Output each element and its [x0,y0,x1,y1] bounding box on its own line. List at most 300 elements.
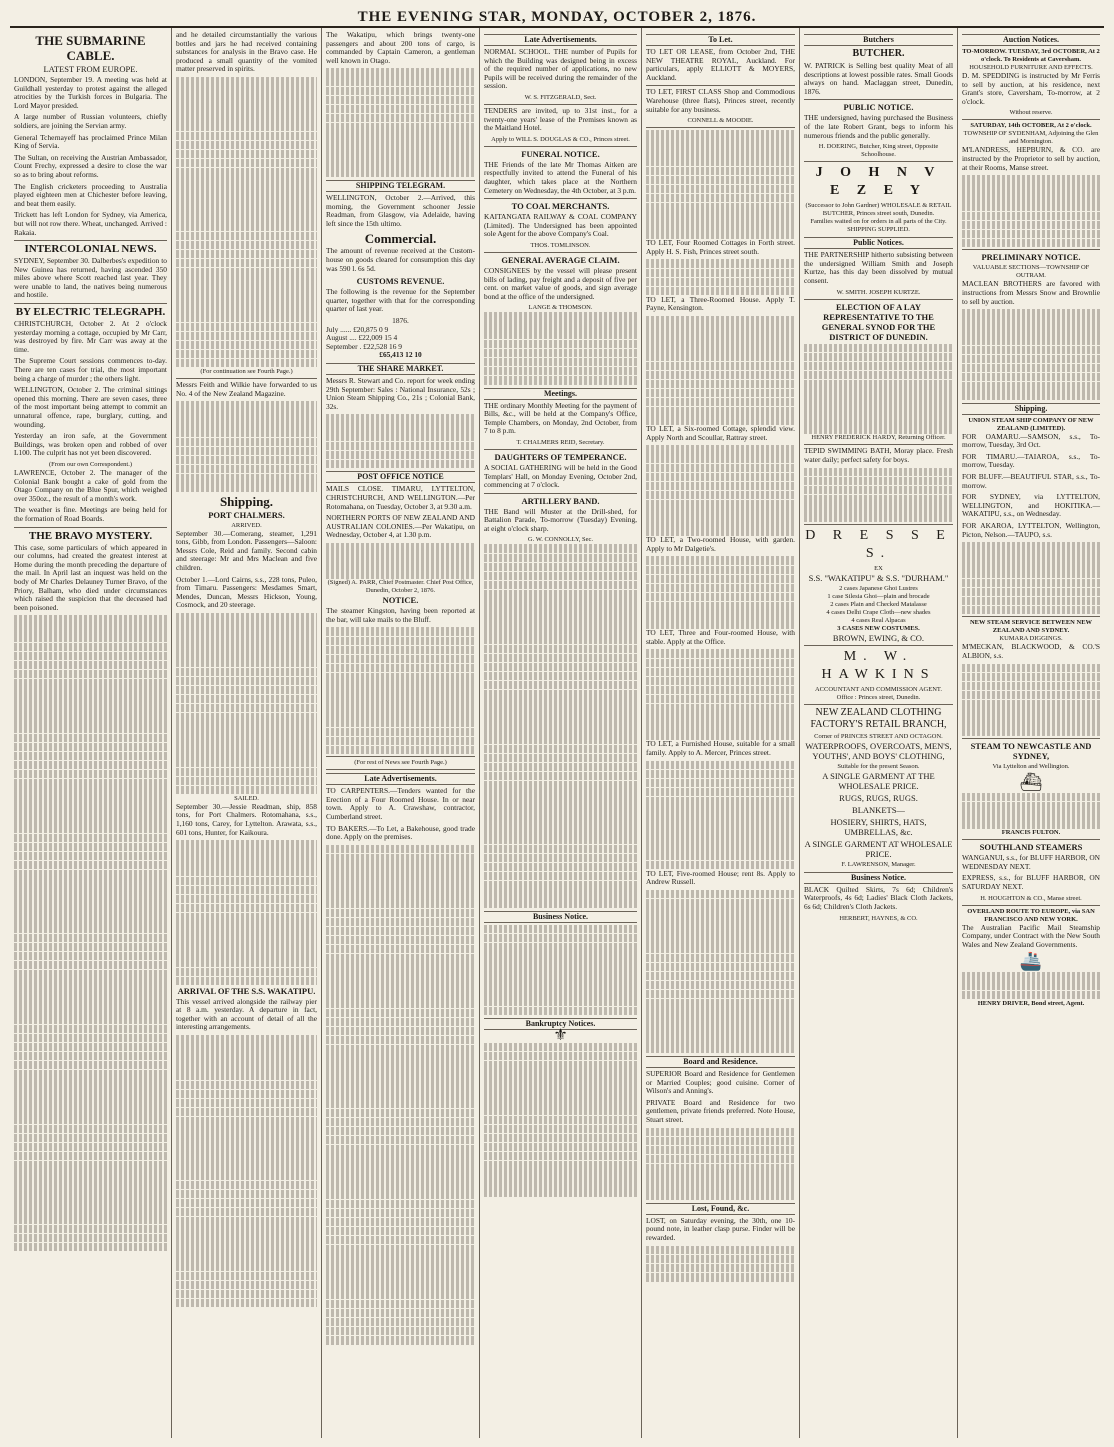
text-line-placeholder [484,1161,637,1170]
text-line-placeholder [326,77,475,86]
text-line-placeholder [646,584,795,593]
article-paragraph: LAWRENCE, October 2. The manager of the Colonial Bank bought a cake of gold from the Otago Company on the Blue Spur, which weighed over 350oz., the result of a month's work. [14,467,167,503]
ad-signature: G. W. CONNOLLY, Sec. [527,536,594,544]
text-line-placeholder [326,570,475,579]
text-line-placeholder [646,935,795,944]
text-line-placeholder [176,840,317,849]
text-line-placeholder [176,786,317,795]
classified-ad: PRIVATE Board and Residence for two gentlemen, private friends preferred. Note House, Stuart street. [646,1097,795,1124]
text-line-placeholder [962,239,1100,248]
text-line-placeholder [176,686,317,695]
text-line-placeholder [646,157,795,166]
vezey-name: J O H N V E Z E Y [815,165,942,199]
text-line-placeholder [804,425,953,434]
classified-ad: TO CARPENTERS.—Tenders wanted for the Erection of a Four Roomed House. In or near town. Apply to A. Crawshaw, contractor, Cumberland street. [326,786,475,822]
text-line-placeholder [646,380,795,389]
text-line-placeholder [646,999,795,1008]
text-line-placeholder [176,622,317,631]
text-line-placeholder [176,977,317,986]
text-line-placeholder [484,699,637,708]
text-line-placeholder [962,212,1100,221]
text-line-placeholder [484,845,637,854]
ad-heading: ELECTION OF A LAY REPRESENTATIVE TO THE GENERAL SYNOD FOR THE DISTRICT OF DUNEDIN. [821,301,936,342]
text-line-placeholder [176,695,317,704]
text-line-placeholder [326,96,475,105]
ad-heading: ARTILLERY BAND. [521,495,600,506]
text-line-placeholder [326,627,475,636]
text-line-placeholder [962,597,1100,606]
article-paragraph: The Supreme Court sessions commences to-day. There are ten cases for trial, the most important being a charge of murder ; the others light. [14,356,167,383]
text-line-placeholder [484,772,637,781]
revenue-year: 1876. [392,315,409,325]
text-line-placeholder [326,691,475,700]
text-line-placeholder [176,1126,317,1135]
nz-clothing-line: WATERPROOFS, OVERCOATS, MEN'S, YOUTHS', AND BOYS' CLOTHING, [805,740,952,761]
ex-ships: S.S. "WAKATIPU" & S.S. "DURHAM." [808,572,949,583]
divider [962,839,1100,840]
text-line-placeholder [646,649,795,658]
text-line-placeholder [962,364,1100,373]
text-line-placeholder [176,867,317,876]
text-line-placeholder [804,380,953,389]
text-line-placeholder [326,990,475,999]
text-line-placeholder [326,936,475,945]
text-line-placeholder [14,1070,167,1079]
text-line-placeholder [176,213,317,222]
text-line-placeholder [176,1226,317,1235]
text-line-placeholder [484,690,637,699]
nz-clothing-line: A SINGLE GARMENT AT WHOLESALE PRICE. [804,838,953,859]
text-line-placeholder [484,1179,637,1188]
text-line-placeholder [176,749,317,758]
masthead: THE EVENING STAR, MONDAY, OCTOBER 2, 1876. [10,6,1104,28]
subhead-notice: NOTICE. [382,595,419,606]
text-line-placeholder [962,391,1100,400]
text-line-placeholder [176,1153,317,1162]
text-line-placeholder [176,177,317,186]
text-line-placeholder [484,799,637,808]
text-line-placeholder [484,735,637,744]
column-1 [10,28,172,1438]
divider [484,198,637,199]
text-line-placeholder [14,1061,167,1070]
text-line-placeholder [326,1027,475,1036]
text-line-placeholder [176,295,317,304]
divider [804,99,953,100]
text-line-placeholder [326,68,475,77]
text-line-placeholder [326,123,475,132]
text-line-placeholder [962,793,1100,802]
classified-ad: FOR BLUFF.—BEAUTIFUL STAR, s.s., To-morrow. [962,472,1100,490]
text-line-placeholder [484,572,637,581]
column-7 [958,28,1104,1438]
text-line-placeholder [326,700,475,709]
headline-intercolonial: INTERCOLONIAL NEWS. [24,243,157,256]
text-line-placeholder [176,1044,317,1053]
text-line-placeholder [14,633,167,642]
divider [176,378,317,379]
divider [326,769,475,770]
text-line-placeholder [176,1035,317,1044]
text-line-placeholder [484,826,637,835]
ad-heading: FUNERAL NOTICE. [521,148,600,159]
text-line-placeholder [326,105,475,114]
text-line-placeholder [176,286,317,295]
text-line-placeholder [14,1152,167,1161]
ex-label: EX [874,564,883,572]
article-paragraph: Messrs Feith and Wilkie have forwarded to us No. 4 of the New Zealand Magazine. [176,379,317,398]
text-line-placeholder [484,321,637,330]
text-line-placeholder [646,851,795,860]
text-line-placeholder [646,473,795,482]
divider [804,645,953,646]
text-line-placeholder [962,588,1100,597]
text-line-placeholder [14,852,167,861]
text-line-placeholder [176,1062,317,1071]
headline-submarine-cable: THE SUBMARINE CABLE. [35,33,146,63]
text-line-placeholder [176,483,317,492]
text-line-placeholder [326,673,475,682]
ad-signature: T. CHALMERS REID, Secretary. [516,438,605,446]
text-line-placeholder [804,416,953,425]
classified-ad: THE PARTNERSHIP hitherto subsisting between the undersigned William Smith and Joseph Kurtze, has this day been dissolved by mutual consent. [804,250,953,285]
text-line-placeholder [326,899,475,908]
article-paragraph: The following is the revenue for the September quarter, together with that for the corresponding quarter of last year. [326,287,475,314]
text-line-placeholder [14,643,167,652]
text-line-placeholder [962,811,1100,820]
text-line-placeholder [962,700,1100,709]
text-line-placeholder [14,652,167,661]
column-2 [172,28,322,1438]
ad-heading: KUMARA DIGGINGS. [999,635,1063,643]
article-paragraph: This case, some particulars of which appeared in our columns, had created the greatest interest at Home during the month preceding the departure of the mail. In April last an inquest was held on the body of Mr Charles Delauney Turner Bravo, of the Priory, Balham, who died under circumstances which raised the suspicion that the deceased had been poisoned. [14,542,167,612]
text-line-placeholder [326,972,475,981]
classified-ad: TEPID SWIMMING BATH, Moray place. Fresh water daily; perfect safety for boys. [804,446,953,465]
ad-signature: H. HOUGHTON & CO., Manse street. [980,894,1082,902]
text-line-placeholder [646,611,795,620]
text-line-placeholder [176,613,317,622]
text-line-placeholder [176,313,317,322]
text-line-placeholder [646,407,795,416]
text-line-placeholder [646,203,795,212]
classified-ad: BLACK Quilted Skirts, 7s 6d; Children's Waterproofs, 4s 6d; Ladies' Black Cloth Jackets, 6s 6d; Children's Cloth Jackets. [804,884,953,911]
divider [804,161,953,162]
text-line-placeholder [646,575,795,584]
text-line-placeholder [962,230,1100,239]
text-line-placeholder [484,681,637,690]
text-line-placeholder [646,556,795,565]
text-line-placeholder [176,438,317,447]
text-line-placeholder [484,1052,637,1061]
text-line-placeholder [176,649,317,658]
text-line-placeholder [176,186,317,195]
text-line-placeholder [14,843,167,852]
text-line-placeholder [176,631,317,640]
text-line-placeholder [484,367,637,376]
text-line-placeholder [962,193,1100,202]
text-line-placeholder [14,697,167,706]
text-line-placeholder [646,917,795,926]
text-line-placeholder [176,1208,317,1217]
text-line-placeholder [646,185,795,194]
article-paragraph: The steamer Kingston, having been reported at the bar, will take mails to the Bluff. [326,606,475,624]
ad-heading: SOUTHLAND STEAMERS [979,842,1083,853]
text-line-placeholder [176,968,317,977]
text-line-placeholder [176,640,317,649]
article-paragraph: WELLINGTON, October 2. The criminal sittings opened this morning. There are seven cases, three of the most important being attempt to commit an unnatural offence, rape, burglary, cutting, and wounding. [14,385,167,429]
text-line-placeholder [14,1025,167,1034]
text-line-placeholder [484,1143,637,1152]
text-line-placeholder [484,635,637,644]
text-line-placeholder [14,1243,167,1252]
text-line-placeholder [646,527,795,536]
text-line-placeholder [176,1272,317,1281]
text-line-placeholder [646,194,795,203]
section-late-ads: Late Advertisements. [326,773,475,785]
text-line-placeholder [176,849,317,858]
text-line-placeholder [176,940,317,949]
text-line-placeholder [962,382,1100,391]
ad-heading: TO COAL MERCHANTS. [511,201,610,212]
nz-clothing-line: A SINGLE GARMENT AT THE WHOLESALE PRICE. [822,770,935,791]
text-line-placeholder [962,820,1100,829]
text-line-placeholder [646,963,795,972]
text-line-placeholder [176,949,317,958]
text-line-placeholder [646,1155,795,1164]
column-6 [800,28,958,1438]
revenue-row: July ...... £20,875 0 9 [326,324,389,334]
text-line-placeholder [14,688,167,697]
text-line-placeholder [484,1097,637,1106]
text-line-placeholder [14,743,167,752]
text-line-placeholder [14,1179,167,1188]
text-line-placeholder [962,346,1100,355]
text-line-placeholder [326,655,475,664]
text-line-placeholder [176,1135,317,1144]
text-line-placeholder [484,726,637,735]
text-line-placeholder [484,663,637,672]
text-line-placeholder [176,768,317,777]
text-line-placeholder [962,991,1100,1000]
ad-signature: HERBERT, HAYNES, & CO. [839,914,918,922]
text-line-placeholder [326,1300,475,1309]
text-line-placeholder [14,943,167,952]
ad-heading: STEAM TO NEWCASTLE AND SYDNEY, [970,740,1092,761]
text-line-placeholder [326,909,475,918]
ad-heading: TOWNSHIP OF SYDENHAM, Adjoining the Glen and Mornington. [963,130,1099,146]
ad-heading: OVERLAND ROUTE TO EUROPE, via SAN FRANCISCO AND NEW YORK. [967,907,1095,923]
text-line-placeholder [176,677,317,686]
divider [804,704,953,705]
text-line-placeholder [804,398,953,407]
text-line-placeholder [484,599,637,608]
text-line-placeholder [14,779,167,788]
section-commercial: Commercial. [364,231,437,247]
text-line-placeholder [484,817,637,826]
text-line-placeholder [804,468,953,477]
text-line-placeholder [962,327,1100,336]
text-line-placeholder [484,672,637,681]
text-line-placeholder [14,952,167,961]
text-line-placeholder [14,1015,167,1024]
classified-ad: D. M. SPEDDING is instructed by Mr Ferris to sell by auction, at his residence, next Grant's store, Caversham, To-morrow, at 2 o'clock. [962,71,1100,106]
divider [962,738,1100,739]
text-line-placeholder [646,659,795,668]
section-business-notice: Business Notice. [804,872,953,884]
text-line-placeholder [484,1043,637,1052]
text-line-placeholder [14,761,167,770]
subhead-port: PORT CHALMERS. [208,509,285,520]
text-line-placeholder [646,824,795,833]
subhead-shipping-telegram: SHIPPING TELEGRAM. [326,180,475,192]
nz-clothing-line: HOSIERY, SHIRTS, HATS, UMBRELLAS, &c. [830,816,927,837]
text-line-placeholder [646,278,795,287]
divider [804,299,953,300]
text-line-placeholder [326,414,475,423]
text-line-placeholder [804,513,953,522]
text-line-placeholder [484,581,637,590]
text-line-placeholder [646,722,795,731]
ad-signature: W. SMITH. JOSEPH KURTZE. [836,288,921,296]
text-line-placeholder [326,1281,475,1290]
text-line-placeholder [646,1128,795,1137]
text-line-placeholder [326,1154,475,1163]
text-line-placeholder [962,355,1100,364]
text-line-placeholder [326,150,475,159]
text-line-placeholder [326,561,475,570]
vezey-sub: Families waited on for orders in all parts of the City. SHIPPING SUPPLIED. [810,218,947,234]
text-line-placeholder [962,560,1100,569]
section-public-notices: Public Notices. [804,237,953,249]
classified-ad: EXPRESS, s.s., for BLUFF HARBOR, ON SATURDAY NEXT. [962,873,1100,891]
text-line-placeholder [176,713,317,722]
article-paragraph: The weather is fine. Meetings are being held for the formation of Road Boards. [14,505,167,523]
text-line-placeholder [326,737,475,746]
text-line-placeholder [176,141,317,150]
text-line-placeholder [326,1290,475,1299]
text-line-placeholder [646,954,795,963]
text-line-placeholder [326,1090,475,1099]
classified-ad: THE ordinary Monthly Meeting for the payment of Bills, &c., will be held at the Company's Office, Temple Chambers, on Monday, 2nd October, from 7 to 8 p.m. [484,400,637,436]
text-line-placeholder [484,979,637,988]
text-line-placeholder [14,1234,167,1243]
text-line-placeholder [14,734,167,743]
text-line-placeholder [484,1134,637,1143]
text-line-placeholder [646,464,795,473]
text-line-placeholder [14,679,167,688]
text-line-placeholder [484,943,637,952]
text-line-placeholder [176,1299,317,1308]
text-line-placeholder [484,1007,637,1016]
text-line-placeholder [176,777,317,786]
text-line-placeholder [646,316,795,325]
text-line-placeholder [176,1108,317,1117]
text-line-placeholder [484,835,637,844]
classified-ad: M'LANDRESS, HEPBURN, & CO. are instructed by the Proprietor to sell by auction, at their Rooms, Manse street. [962,145,1100,172]
continuation-note: (For continuation see Fourth Page.) [200,367,293,375]
text-line-placeholder [484,808,637,817]
divider [646,85,795,86]
text-line-placeholder [14,915,167,924]
text-line-placeholder [326,1081,475,1090]
classified-ad: THE Friends of the late Mr Thomas Aitken are respectfully invited to attend the Funeral of his daughter, which takes place at the Northern Cemetery on Wednesday, the 4th October, at 3 p.m. [484,159,637,195]
text-line-placeholder [176,77,317,86]
text-line-placeholder [484,544,637,553]
classified-ad: NORMAL SCHOOL. THE number of Pupils for which the Building was designed being in excess of the required number of applications, no new Pupils will be received during the remainder of the session. [484,47,637,91]
shipping-entry: September 30.—Jessie Readman, ship, 858 tons, for Port Chalmers. Rotomahana, s.s., 1,160 tons, Carey, for Lyttelton. Arawata, s.s., 601 tons, Hunter, for Kaikoura. [176,801,317,837]
text-line-placeholder [326,918,475,927]
classified-ad: TO LET, Three and Four-roomed House, with stable. Apply at the Office. [646,628,795,646]
text-line-placeholder [646,602,795,611]
text-line-placeholder [484,1088,637,1097]
nz-clothing-line: BLANKETS— [852,804,905,815]
text-line-placeholder [326,1209,475,1218]
text-line-placeholder [176,1181,317,1190]
section-lost-found: Lost, Found, &c. [646,1203,795,1215]
text-line-placeholder [484,563,637,572]
text-line-placeholder [646,518,795,527]
text-line-placeholder [646,944,795,953]
text-line-placeholder [14,788,167,797]
text-line-placeholder [646,212,795,221]
text-line-placeholder [646,1255,795,1264]
text-line-placeholder [14,1006,167,1015]
text-line-placeholder [326,1163,475,1172]
text-line-placeholder [646,509,795,518]
text-line-placeholder [14,1052,167,1061]
text-line-placeholder [646,1273,795,1282]
section-shipping: Shipping. [962,403,1100,415]
text-line-placeholder [326,141,475,150]
column-4 [480,28,642,1438]
text-line-placeholder [804,495,953,504]
text-line-placeholder [962,184,1100,193]
text-line-placeholder [646,416,795,425]
text-line-placeholder [326,963,475,972]
divider [326,756,475,757]
ad-heading: DAUGHTERS OF TEMPERANCE. [494,451,627,462]
ad-heading: Via Lyttelton and Wellington. [992,762,1070,770]
text-line-placeholder [962,981,1100,990]
divider [14,303,167,304]
text-line-placeholder [962,221,1100,230]
divider [804,524,953,525]
text-line-placeholder [14,1043,167,1052]
text-line-placeholder [176,113,317,122]
text-line-placeholder [962,972,1100,981]
text-line-placeholder [484,863,637,872]
text-line-placeholder [484,899,637,908]
text-line-placeholder [484,1125,637,1134]
ad-signature: THOS. TOMLINSON. [530,241,591,249]
text-line-placeholder [326,746,475,755]
text-line-placeholder [176,922,317,931]
text-line-placeholder [176,150,317,159]
text-line-placeholder [176,1171,317,1180]
text-line-placeholder [962,318,1100,327]
text-line-placeholder [646,1026,795,1035]
text-line-placeholder [804,407,953,416]
text-line-placeholder [962,718,1100,727]
text-line-placeholder [176,1099,317,1108]
text-line-placeholder [646,713,795,722]
text-line-placeholder [962,373,1100,382]
text-line-placeholder [176,1090,317,1099]
text-line-placeholder [176,465,317,474]
text-line-placeholder [176,232,317,241]
article-paragraph: Yesterday an iron safe, at the Government Buildings, was broken open and robbed of over L100. The culprit has not yet been discovered. [14,431,167,458]
text-line-placeholder [646,148,795,157]
